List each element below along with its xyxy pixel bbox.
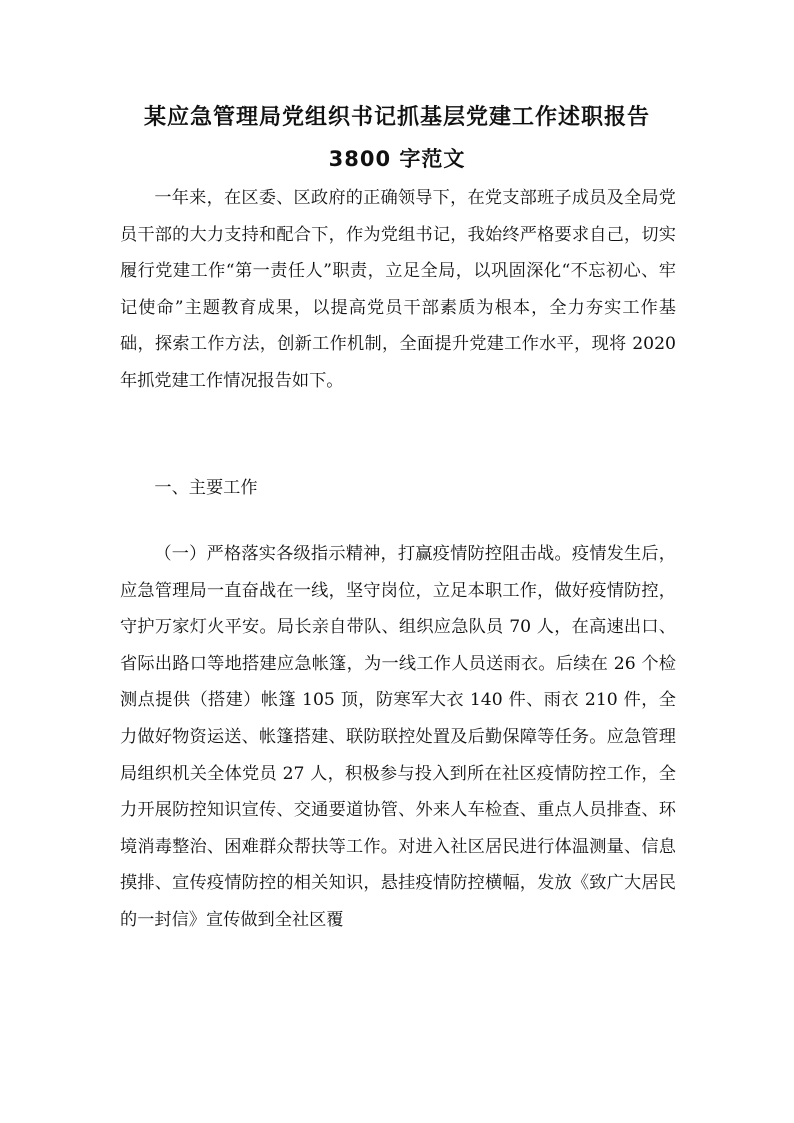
- body-paragraph: （一）严格落实各级指示精神，打赢疫情防控阻击战。疫情发生后，应急管理局一直奋战在一线，坚守岗位，立足本职工作，做好疫情防控，守护万家灯火平安。局长亲自带队、组织应急队员 70 人，在高速出口、省际出路口等地搭建应急帐篷，为一线工作人员送雨衣。后续在 26 个检测点提供（搭建）帐篷 105 顶，防寒军大衣 140 件、雨衣 210 件，全力做好物资运送、帐篷搭建、联防联控处置及后勤保障等任务。应急管理局组织机关全体党员 27 人，积极参与投入到所在社区疫情防控工作，全力开展防控知识宣传、交通要道协管、外来人车检查、重点人员排查、环境消毒整治、困难群众帮扶等工作。对进入社区居民进行体温测量、信息摸排、宣传疫情防控的相关知识，悬挂疫情防控横幅，发放《致广大居民的一封信》宣传做到全社区覆: [120, 544, 676, 930]
- intro-paragraph: 一年来，在区委、区政府的正确领导下，在党支部班子成员及全局党员干部的大力支持和配合下，作为党组书记，我始终严格要求自己，切实履行党建工作“第一责任人”职责，立足全局，以巩固深化“不忘初心、牢记使命”主题教育成果，以提高党员干部素质为根本，全力夯实工作基础，探索工作方法，创新工作机制，全面提升党建工作水平，现将 2020 年抓党建工作情况报告如下。: [120, 188, 676, 391]
- document-subtitle: 3800 字范文: [328, 147, 466, 171]
- section-heading: 一、主要工作: [154, 478, 258, 498]
- document-title: 某应急管理局党组织书记抓基层党建工作述职报告: [143, 105, 650, 130]
